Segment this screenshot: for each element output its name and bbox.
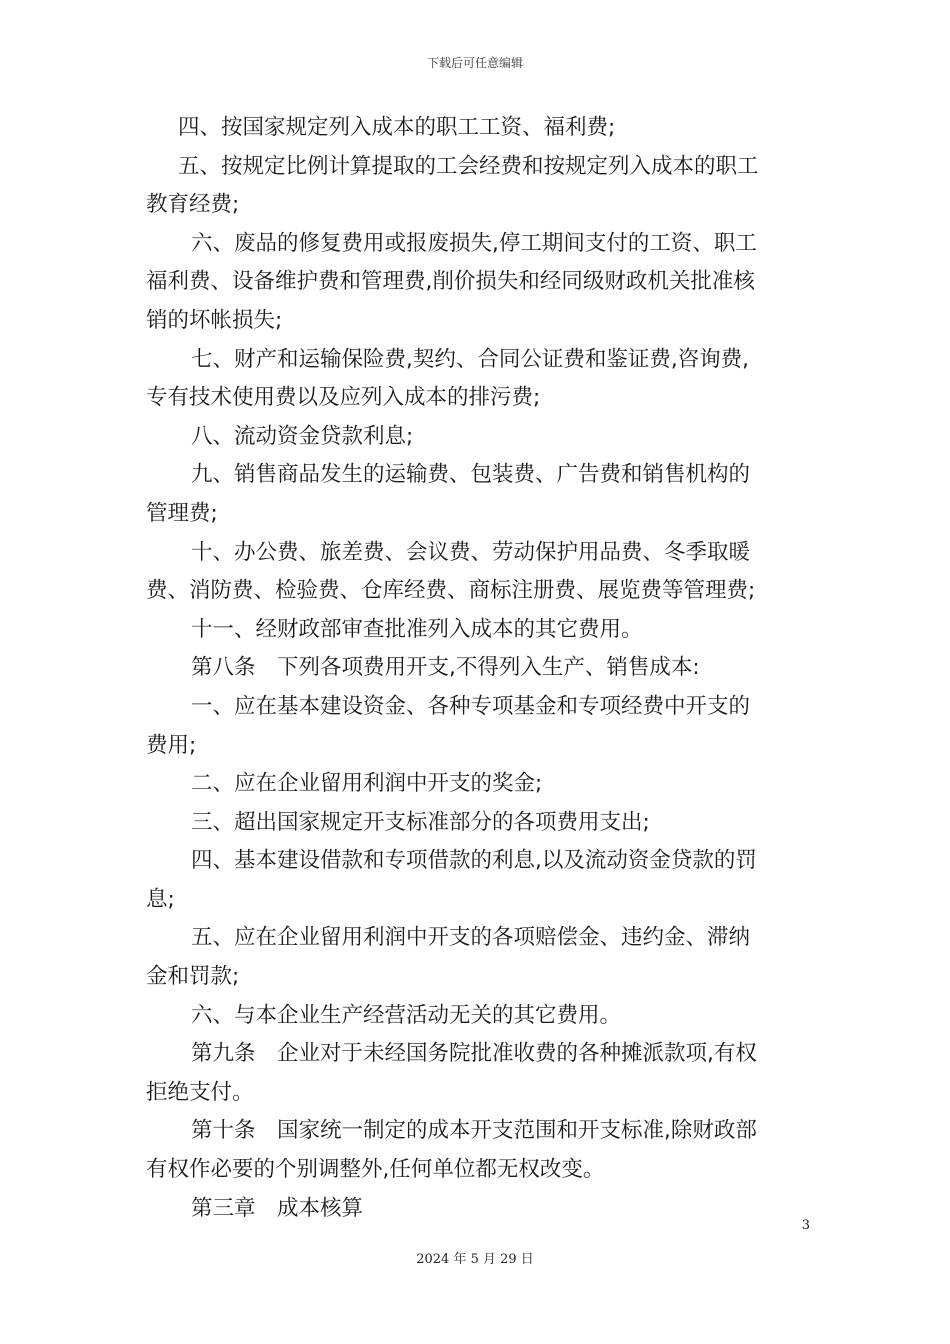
paragraph-line: 一、应在基本建设资金、各种专项基金和专项经费中开支的	[191, 693, 751, 719]
paragraph-line: 费、消防费、检验费、仓库经费、商标注册费、展览费等管理费;	[146, 578, 756, 604]
paragraph-line: 第八条 下列各项费用开支,不得列入生产、销售成本:	[191, 655, 700, 681]
paragraph-line: 专有技术使用费以及应列入成本的排污费;	[146, 385, 541, 411]
paragraph-line: 九、销售商品发生的运输费、包装费、广告费和销售机构的	[191, 462, 751, 488]
paragraph-line: 拒绝支付。	[146, 1079, 254, 1105]
paragraph-line: 第十条 国家统一制定的成本开支范围和开支标准,除财政部	[191, 1118, 757, 1144]
paragraph-line: 息;	[146, 886, 175, 912]
page-number: 3	[801, 1218, 810, 1233]
paragraph-line: 三、超出国家规定开支标准部分的各项费用支出;	[191, 809, 650, 835]
paragraph-line: 二、应在企业留用利润中开支的奖金;	[191, 771, 543, 797]
paragraph-line: 四、基本建设借款和专项借款的利息,以及流动资金贷款的罚	[191, 848, 757, 874]
paragraph-line: 福利费、设备维护费和管理费,削价损失和经同级财政机关批准核	[146, 269, 755, 295]
paragraph-line: 管理费;	[146, 500, 218, 526]
paragraph-line: 有权作必要的个别调整外,任何单位都无权改变。	[146, 1157, 605, 1183]
paragraph-line: 七、财产和运输保险费,契约、合同公证费和鉴证费,咨询费,	[191, 346, 750, 372]
paragraph-line: 第九条 企业对于未经国务院批准收费的各种摊派款项,有权	[191, 1041, 757, 1067]
page-footer-date: 2024 年 5 月 29 日	[416, 1252, 534, 1267]
chapter-heading: 第三章 成本核算	[191, 1195, 364, 1221]
paragraph-line: 费用;	[146, 732, 197, 758]
paragraph-line: 十一、经财政部审查批准列入成本的其它费用。	[191, 616, 643, 642]
paragraph-line: 五、应在企业留用利润中开支的各项赔偿金、违约金、滞纳	[191, 925, 751, 951]
document-body	[146, 109, 810, 1228]
paragraph-line: 八、流动资金贷款利息;	[191, 423, 414, 449]
paragraph-line: 销的坏帐损失;	[146, 307, 283, 333]
paragraph-line: 教育经费;	[146, 192, 240, 218]
paragraph-line: 十、办公费、旅差费、会议费、劳动保护用品费、冬季取暖	[191, 539, 751, 565]
page-header: 下载后可任意编辑	[426, 56, 523, 70]
paragraph-line: 四、按国家规定列入成本的职工工资、福利费;	[178, 115, 616, 140]
paragraph-line: 六、与本企业生产经营活动无关的其它费用。	[191, 1002, 622, 1028]
paragraph-line: 五、按规定比例计算提取的工会经费和按规定列入成本的职工	[178, 153, 759, 179]
paragraph-line: 金和罚款;	[146, 964, 240, 990]
paragraph-line: 六、废品的修复费用或报废损失,停工期间支付的工资、职工	[191, 230, 757, 256]
